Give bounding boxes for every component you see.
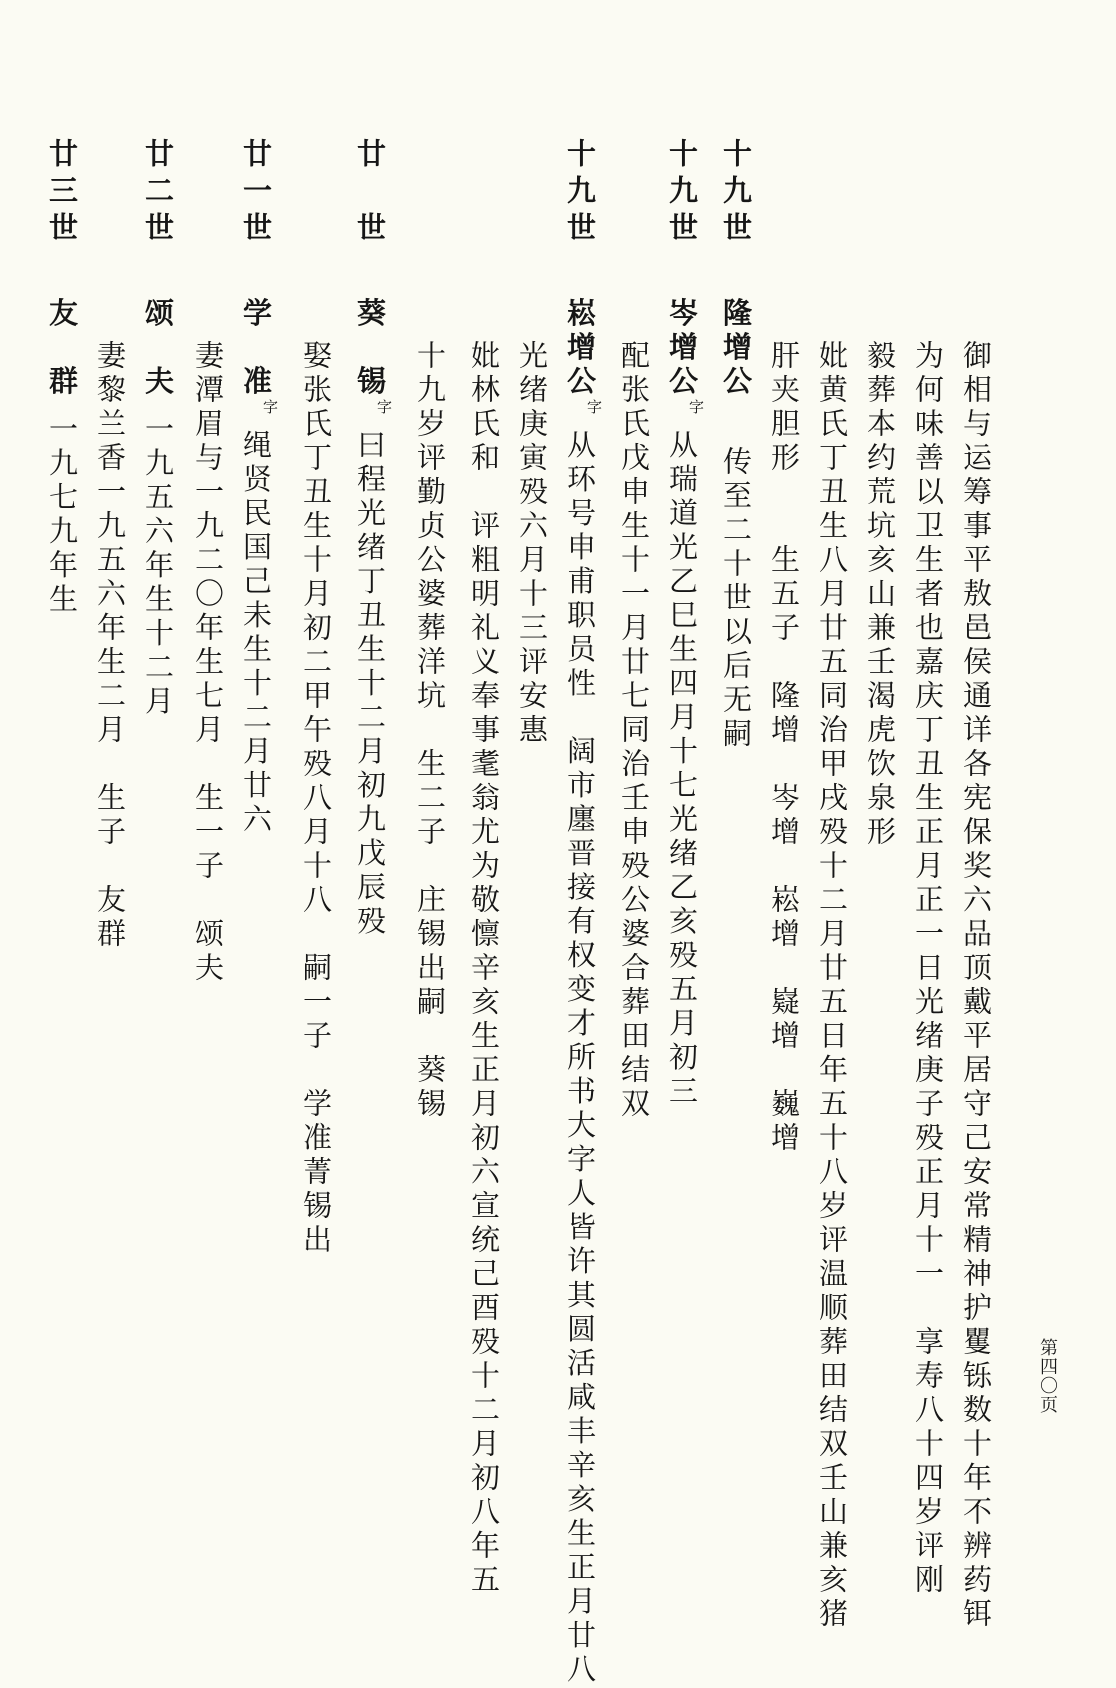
text-column: [412, 340, 448, 1122]
text-column: [766, 340, 802, 1156]
page-number: 第四〇页: [1037, 1338, 1058, 1414]
column-text: 妻黎兰香一九五六年生二月 生子 友群: [93, 340, 127, 952]
person-name: 隆增公: [719, 297, 753, 400]
generation-entry: [352, 138, 393, 940]
text-column: [92, 340, 128, 952]
column-text: 光绪庚寅殁六月十三评安惠: [515, 340, 549, 748]
generation-entry: [718, 138, 754, 752]
person-name: 颂 夫: [141, 297, 175, 400]
column-text: 娶张氏丁丑生十月初二甲午殁八月十八 嗣一子 学准菁锡出: [299, 340, 333, 1258]
person-name: 学 准: [239, 297, 273, 400]
text-column: [910, 340, 946, 1598]
column-text: 御相与运筹事平敖邑侯通详各宪保奖六品顶戴平居守己安常精神护矍铄数十年不辨药铒: [959, 340, 993, 1632]
text-column: [514, 340, 550, 748]
name-note: 字: [375, 399, 393, 416]
entry-text: 一九七九年生: [45, 413, 79, 618]
generation-entry: [44, 138, 80, 618]
column-text: 妣林氏和 评粗明礼义奉事耄翁尤为敬懔辛亥生正月初六宣统己酉殁十二月初八年五: [467, 340, 501, 1598]
entry-text: 传至二十世以后无嗣: [719, 445, 753, 752]
generation-label: 十九世: [665, 138, 699, 249]
text-column: [466, 340, 502, 1598]
text-column: [190, 340, 226, 986]
entry-text: 一九五六年生十二月: [141, 413, 175, 720]
entry-text: 绳贤民国己未生十二月廿六: [239, 429, 273, 838]
text-column: [862, 340, 898, 850]
entry-text: 曰程光绪丁丑生十二月初九戊辰殁: [353, 429, 387, 940]
column-text: 毅葬本约荒坑亥山兼壬渴虎饮泉形: [863, 340, 897, 850]
generation-label: 廿 世: [353, 138, 387, 249]
generation-entry: [238, 138, 279, 838]
column-text: 妣黄氏丁丑生八月廿五同治甲戌殁十二月廿五日年五十八岁评温顺葬田结双壬山兼亥猪: [815, 340, 849, 1632]
generation-label: 廿一世: [239, 138, 273, 249]
column-text: 为何味善以卫生者也嘉庆丁丑生正月正一日光绪庚子殁正月十一 享寿八十四岁评刚: [911, 340, 945, 1598]
text-column: [298, 340, 334, 1258]
name-note: 字: [687, 399, 705, 416]
column-text: 肝夹胆形 生五子 隆增 岑增 崧增 嶷增 巍增: [767, 340, 801, 1156]
generation-label: 十九世: [563, 138, 597, 249]
generation-entry: [562, 138, 603, 1688]
name-note: 字: [585, 399, 603, 416]
generation-label: 十九世: [719, 138, 753, 249]
generation-entry: [664, 138, 705, 1110]
text-column: [616, 340, 652, 1122]
person-name: 崧增公: [563, 297, 597, 400]
column-text: 妻潭眉与一九二〇年生七月 生一子 颂夫: [191, 340, 225, 986]
column-text: 配张氏戊申生十一月廿七同治壬申殁公婆合葬田结双: [617, 340, 651, 1122]
name-note: 字: [261, 399, 279, 416]
person-name: 友 群: [45, 297, 79, 400]
text-column: [958, 340, 994, 1632]
person-name: 葵 锡: [353, 297, 387, 400]
entry-text: 从环号申甫职员性 阔市廛晋接有权变才所书大字人皆许其圆活咸丰辛亥生正月廿八: [563, 429, 597, 1688]
entry-text: 从瑞道光乙巳生四月十七光绪乙亥殁五月初三: [665, 429, 699, 1110]
text-column: [814, 340, 850, 1632]
generation-label: 廿二世: [141, 138, 175, 249]
generation-entry: [140, 138, 176, 720]
column-text: 十九岁评勤贞公婆葬洋坑 生二子 庄锡出嗣 葵锡: [413, 340, 447, 1122]
person-name: 岑增公: [665, 297, 699, 400]
generation-label: 廿三世: [45, 138, 79, 249]
